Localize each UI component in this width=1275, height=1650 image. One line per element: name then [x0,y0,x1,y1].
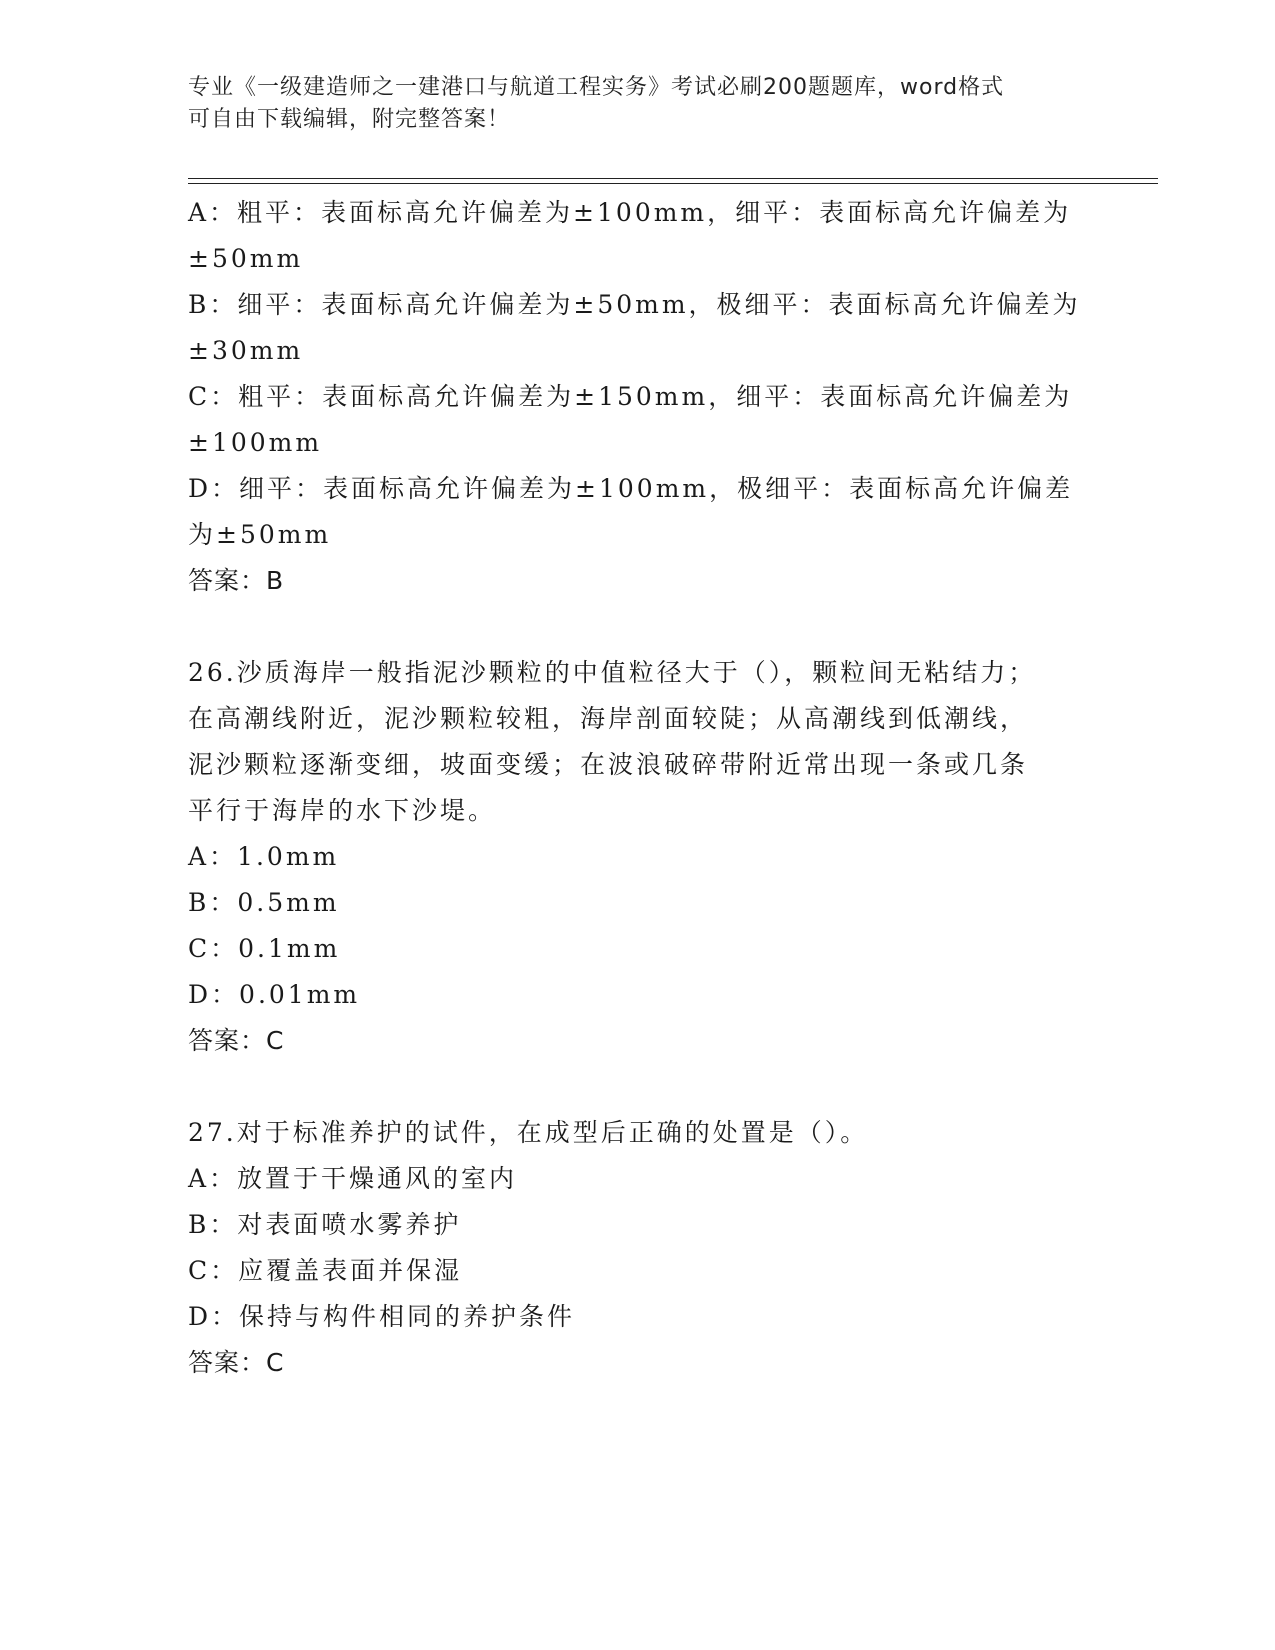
q25-answer: 答案：B [188,566,285,595]
q27-option-b: B：对表面喷水雾养护 [188,1210,462,1239]
q27-option-c: C：应覆盖表面并保湿 [188,1256,463,1285]
spacer [188,604,1088,650]
q25-option-d-line-2: 为±50mm [188,520,332,549]
q26-stem-line-4: 平行于海岸的水下沙堤。 [188,796,497,825]
q27-option-d: D：保持与构件相同的养护条件 [188,1302,576,1331]
spacer [188,1064,1088,1110]
q26-stem-line-1: 26.沙质海岸一般指泥沙颗粒的中值粒径大于（），颗粒间无粘结力； [188,658,1037,687]
q26-stem-line-3: 泥沙颗粒逐渐变细，坡面变缓；在波浪破碎带附近常出现一条或几条 [188,750,1029,779]
header-divider-bottom [188,183,1158,184]
q26-option-b: B：0.5mm [188,888,340,917]
q26-option-d: D：0.01mm [188,980,361,1009]
header-title-line-2: 可自由下载编辑，附完整答案！ [188,107,511,132]
q26-option-a: A：1.0mm [188,842,340,871]
header-title-line-1: 专业《一级建造师之一建港口与航道工程实务》考试必刷200题题库，word格式 [188,75,1005,100]
q27-answer: 答案：C [188,1348,285,1377]
q25-option-b-line-2: ±30mm [188,336,304,365]
question-content [188,190,1088,1386]
question-25-options [188,190,1088,604]
q25-option-a-line-1: A：粗平：表面标高允许偏差为±100mm，细平：表面标高允许偏差为 [188,198,1072,227]
q26-option-c: C：0.1mm [188,934,341,963]
q27-option-a: A：放置于干燥通风的室内 [188,1164,518,1193]
question-27 [188,1110,1088,1386]
question-26 [188,650,1088,1064]
q25-option-c-line-1: C：粗平：表面标高允许偏差为±150mm，细平：表面标高允许偏差为 [188,382,1073,411]
q25-option-d-line-1: D：细平：表面标高允许偏差为±100mm，极细平：表面标高允许偏差 [188,474,1074,503]
q26-stem-line-2: 在高潮线附近，泥沙颗粒较粗，海岸剖面较陡；从高潮线到低潮线， [188,704,1029,733]
q25-option-a-line-2: ±50mm [188,244,304,273]
q25-option-c-line-2: ±100mm [188,428,323,457]
q26-answer: 答案：C [188,1026,285,1055]
document-header [188,72,1088,136]
q27-stem: 27.对于标准养护的试件，在成型后正确的处置是（）。 [188,1118,869,1147]
header-divider-top [188,178,1158,179]
q25-option-b-line-1: B：细平：表面标高允许偏差为±50mm，极细平：表面标高允许偏差为 [188,290,1081,319]
